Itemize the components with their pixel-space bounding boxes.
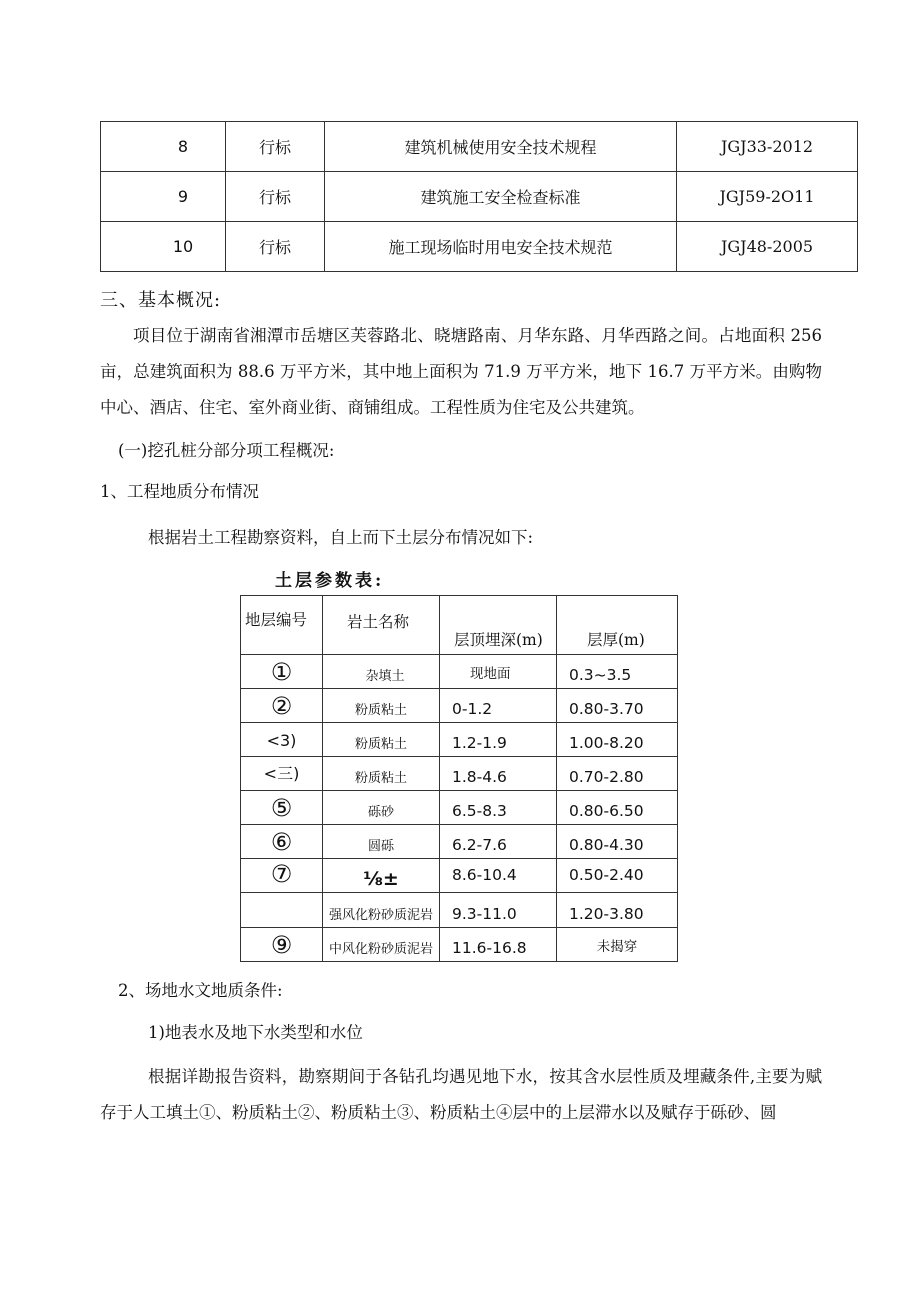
standard-type: 行标 (226, 172, 325, 222)
soil-name-cell (323, 791, 440, 825)
standard-code: JGJ48-2005 (677, 222, 858, 272)
soil-name-cell (323, 859, 440, 893)
thickness-cell (557, 757, 678, 791)
table-caption: 土层参数表: (275, 571, 385, 591)
soil-parameter-table (240, 595, 678, 962)
table-row (241, 757, 678, 791)
soil-name: 圆砾 (367, 839, 394, 854)
layer-id: ② (270, 692, 293, 720)
table-row (241, 689, 678, 723)
header-cell (557, 596, 678, 655)
soil-name-cell (323, 825, 440, 859)
depth-cell (440, 723, 557, 757)
layer-id: ⑥ (270, 828, 293, 856)
layer-id-cell (241, 791, 323, 825)
standard-title: 建筑施工安全检查标准 (325, 172, 677, 222)
thickness-cell (557, 723, 678, 757)
standard-code: JGJ33-2012 (677, 122, 858, 172)
layer-id-cell (241, 689, 323, 723)
layer-id: ① (270, 658, 293, 686)
item-heading: 1、工程地质分布情况 (100, 482, 259, 501)
header-label: 岩土名称 (347, 613, 410, 631)
depth-cell (440, 689, 557, 723)
standard-type: 行标 (226, 122, 325, 172)
table-row (241, 893, 678, 928)
depth-cell (440, 859, 557, 893)
layer-thickness: 0.80-4.30 (569, 836, 644, 854)
soil-name: 粉质粘土 (354, 771, 407, 786)
layer-thickness: 1.00-8.20 (569, 734, 644, 752)
thickness-cell (557, 655, 678, 689)
soil-name: 中风化粉砂质泥岩 (328, 942, 433, 957)
table-row (241, 723, 678, 757)
soil-name: 强风化粉砂质泥岩 (328, 908, 433, 923)
layer-depth: 0-1.2 (452, 700, 493, 718)
table-row (241, 825, 678, 859)
layer-depth: 8.6-10.4 (452, 866, 517, 884)
soil-name-cell (323, 723, 440, 757)
header-label: 地层编号 (245, 611, 308, 629)
soil-name: 砾砂 (367, 805, 394, 820)
header-cell (440, 596, 557, 655)
soil-name: 粉质粘土 (354, 703, 407, 718)
table-row (101, 122, 858, 172)
layer-depth: 1.2-1.9 (452, 734, 507, 752)
layer-depth: 6.2-7.6 (452, 836, 507, 854)
soil-name-cell (323, 893, 440, 928)
depth-cell (440, 757, 557, 791)
header-label: 层顶埋深(m) (454, 631, 543, 649)
layer-id-cell (241, 893, 323, 928)
table-row (241, 791, 678, 825)
table-row (241, 859, 678, 893)
standard-number: 9 (101, 172, 226, 222)
survey-text: 根据岩土工程勘察资料，自上而下土层分布情况如下: (148, 528, 534, 547)
table-row (101, 222, 858, 272)
layer-id-cell (241, 928, 323, 962)
header-label: 层厚(m) (587, 631, 645, 649)
table-row (101, 172, 858, 222)
depth-cell (440, 825, 557, 859)
layer-thickness: 未揭穿 (596, 939, 638, 955)
standards-table (100, 121, 858, 272)
layer-depth: 9.3-11.0 (452, 905, 517, 923)
standard-number: 10 (101, 222, 226, 272)
standard-title: 施工现场临时用电安全技术规范 (325, 222, 677, 272)
depth-cell (440, 893, 557, 928)
thickness-cell (557, 791, 678, 825)
thickness-cell (557, 859, 678, 893)
soil-name-cell (323, 655, 440, 689)
layer-thickness: 0.50-2.40 (569, 866, 644, 884)
layer-thickness: 0.70-2.80 (569, 768, 644, 786)
soil-name: 杂填土 (365, 669, 405, 684)
layer-id-cell (241, 757, 323, 791)
standard-type: 行标 (226, 222, 325, 272)
thickness-cell (557, 689, 678, 723)
layer-thickness: 1.20-3.80 (569, 905, 644, 923)
standard-title: 建筑机械使用安全技术规程 (325, 122, 677, 172)
layer-depth: 1.8-4.6 (452, 768, 507, 786)
thickness-cell (557, 825, 678, 859)
layer-id-cell (241, 859, 323, 893)
section-title: 三、基本概况: (100, 290, 222, 311)
soil-name: 粉质粘土 (354, 737, 407, 752)
thickness-cell (557, 928, 678, 962)
header-cell (323, 596, 440, 655)
item-heading: 2、场地水文地质条件: (118, 981, 283, 1000)
depth-cell (440, 791, 557, 825)
standard-number: 8 (101, 122, 226, 172)
layer-depth: 6.5-8.3 (452, 802, 507, 820)
subsection-heading: (一)挖孔桩分部分项工程概况: (118, 441, 335, 460)
depth-cell (440, 928, 557, 962)
layer-id-cell (241, 723, 323, 757)
layer-id: ⑨ (270, 931, 293, 959)
layer-id: <3) (266, 731, 297, 750)
layer-depth: 现地面 (470, 666, 511, 682)
table-header-row (241, 596, 678, 655)
layer-id-cell (241, 655, 323, 689)
layer-thickness: 0.80-3.70 (569, 700, 644, 718)
sub-item-heading: 1)地表水及地下水类型和水位 (148, 1023, 363, 1042)
layer-id: <三) (263, 764, 300, 783)
depth-cell (440, 655, 557, 689)
water-paragraph: 根据详勘报告资料，勘察期间于各钻孔均遇见地下水，按其含水层性质及埋藏条件,主要为赋存于人工填土①、粉质粘土②、粉质粘土③、粉质粘土④层中的上层滞水以及赋存于砾砂、圆 (100, 1067, 822, 1122)
soil-name-cell (323, 757, 440, 791)
table-row (241, 655, 678, 689)
layer-depth: 11.6-16.8 (452, 939, 527, 957)
layer-thickness: 0.80-6.50 (569, 802, 644, 820)
soil-name-cell (323, 689, 440, 723)
thickness-cell (557, 893, 678, 928)
layer-id: ⑤ (270, 794, 293, 822)
table-row (241, 928, 678, 962)
soil-name-cell (323, 928, 440, 962)
overview-paragraph: 项目位于湖南省湘潭市岳塘区芙蓉路北、晓塘路南、月华东路、月华西路之间。占地面积 256 亩，总建筑面积为 88.6 万平方米，其中地上面积为 71.9 万平方米，地下 16.7 万平方米。由购物中心、酒店、住宅、室外商业街、商铺组成。工程性质为住宅及公共建筑。 (100, 326, 822, 417)
soil-name: ⅛± (363, 868, 399, 890)
standard-code: JGJ59-2O11 (677, 172, 858, 222)
layer-id-cell (241, 825, 323, 859)
header-cell (241, 596, 323, 655)
layer-thickness: 0.3~3.5 (569, 666, 632, 684)
layer-id: ⑦ (270, 860, 293, 888)
